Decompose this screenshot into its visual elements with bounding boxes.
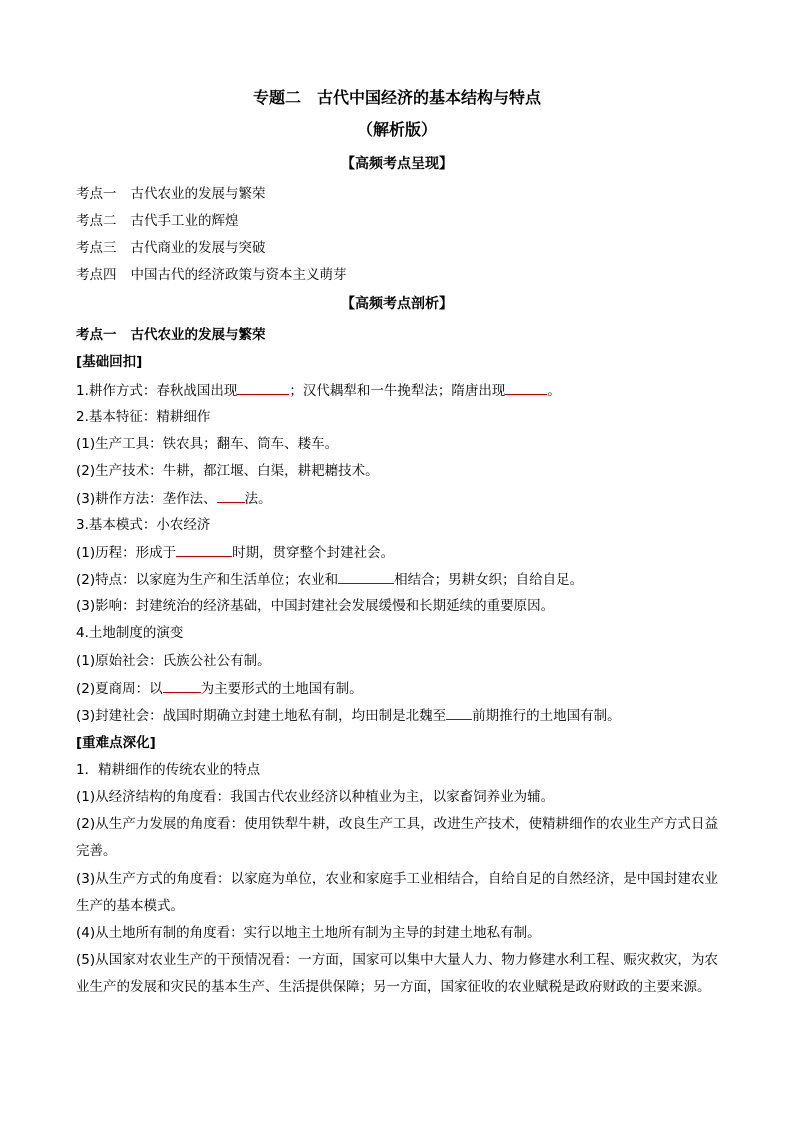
fill-blank[interactable]: [338, 570, 394, 584]
exam-point-text: 古代手工业的辉煌: [130, 213, 239, 229]
deep-heading: [重难点深化]: [76, 735, 156, 751]
exam-point-label: 考点二: [76, 213, 117, 229]
point1-label: 考点一: [76, 327, 117, 343]
basics-line-8: (2)特点：以家庭为生产和生活单位；农业和 相结合；男耕女织；自给自足。: [76, 572, 584, 588]
basics-line-7: (1)历程：形成于 时期，贯穿整个封建社会。: [76, 545, 395, 561]
fill-blank[interactable]: [237, 381, 289, 395]
exam-point-label: 考点三: [76, 240, 117, 256]
fill-blank[interactable]: [217, 489, 245, 503]
section-heading-analysis: 【高频考点剖析】: [341, 296, 453, 312]
fill-blank[interactable]: [505, 381, 547, 395]
section-heading-present: 【高频考点呈现】: [341, 156, 453, 172]
basics-line-13: (3)封建社会：战国时期确立封建土地私有制，均田制是北魏至 前期推行的土地国有制。: [76, 708, 621, 724]
exam-point-4: [76, 266, 347, 284]
exam-point-1: [76, 185, 266, 203]
fill-blank[interactable]: [176, 543, 232, 557]
basics-line-9: (3)影响：封建统治的经济基础，中国封建社会发展缓慢和长期延续的重要原因。: [76, 598, 555, 614]
deep-paragraph-3: (2)从生产力发展的角度看：使用铁犁牛耕，改良生产工具，改进生产技术，使精耕细作的农业生产方式日益完善。: [76, 816, 718, 859]
page-subtitle: （解析版）: [356, 120, 437, 139]
exam-point-label: 考点一: [76, 186, 117, 202]
deep-line-5: (4)从土地所有制的角度看：实行以地主土地所有制为主导的封建土地私有制。: [76, 925, 541, 941]
exam-point-3: [76, 239, 266, 257]
deep-line-1: 1．精耕细作的传统农业的特点: [76, 762, 261, 778]
exam-point-text: 中国古代的经济政策与资本主义萌芽: [130, 267, 347, 283]
deep-paragraph-6: (5)从国家对农业生产的干预情况看：一方面，国家可以集中大量人力、物力修建水利工程、赈灾救灾，为农业生产的发展和灾民的基本生产、生活提供保障；另一方面，国家征收的农业赋税是政府财政的主要来源。: [76, 952, 718, 995]
exam-point-text: 古代商业的发展与突破: [130, 240, 266, 256]
point1-text: 古代农业的发展与繁荣: [130, 327, 266, 343]
page-title: 专题二 古代中国经济的基本结构与特点: [252, 88, 541, 107]
exam-point-2: [76, 212, 239, 230]
exam-point-text: 古代农业的发展与繁荣: [130, 186, 266, 202]
fill-blank[interactable]: [446, 706, 472, 720]
basics-heading: [基础回扣]: [76, 354, 143, 370]
fill-blank[interactable]: [163, 679, 201, 693]
basics-line-5: (3)耕作方法：垄作法、 法。: [76, 491, 272, 507]
basics-line-3: (1)生产工具：铁农具；翻车、筒车、耧车。: [76, 436, 339, 452]
basics-line-2: 2.基本特征：精耕细作: [76, 409, 211, 425]
basics-line-10: 4.土地制度的演变: [76, 625, 184, 641]
point1-heading: [76, 326, 266, 344]
basics-line-11: (1)原始社会：氏族公社公有制。: [76, 653, 271, 669]
basics-line-12: (2)夏商周：以 为主要形式的土地国有制。: [76, 681, 363, 697]
deep-line-2: (1)从经济结构的角度看：我国古代农业经济以种植业为主，以家畜饲养业为辅。: [76, 789, 555, 805]
deep-paragraph-4: (3)从生产方式的角度看：以家庭为单位，农业和家庭手工业相结合，自给自足的自然经济，是中国封建农业生产的基本模式。: [76, 871, 718, 914]
basics-line-1: 1.耕作方式：春秋战国出现 ；汉代耦犁和一牛挽犁法；隋唐出现 。: [76, 383, 561, 399]
exam-point-label: 考点四: [76, 267, 117, 283]
basics-line-6: 3.基本模式：小农经济: [76, 517, 211, 533]
basics-line-4: (2)生产技术：牛耕，都江堰、白渠，耕耙耱技术。: [76, 463, 379, 479]
